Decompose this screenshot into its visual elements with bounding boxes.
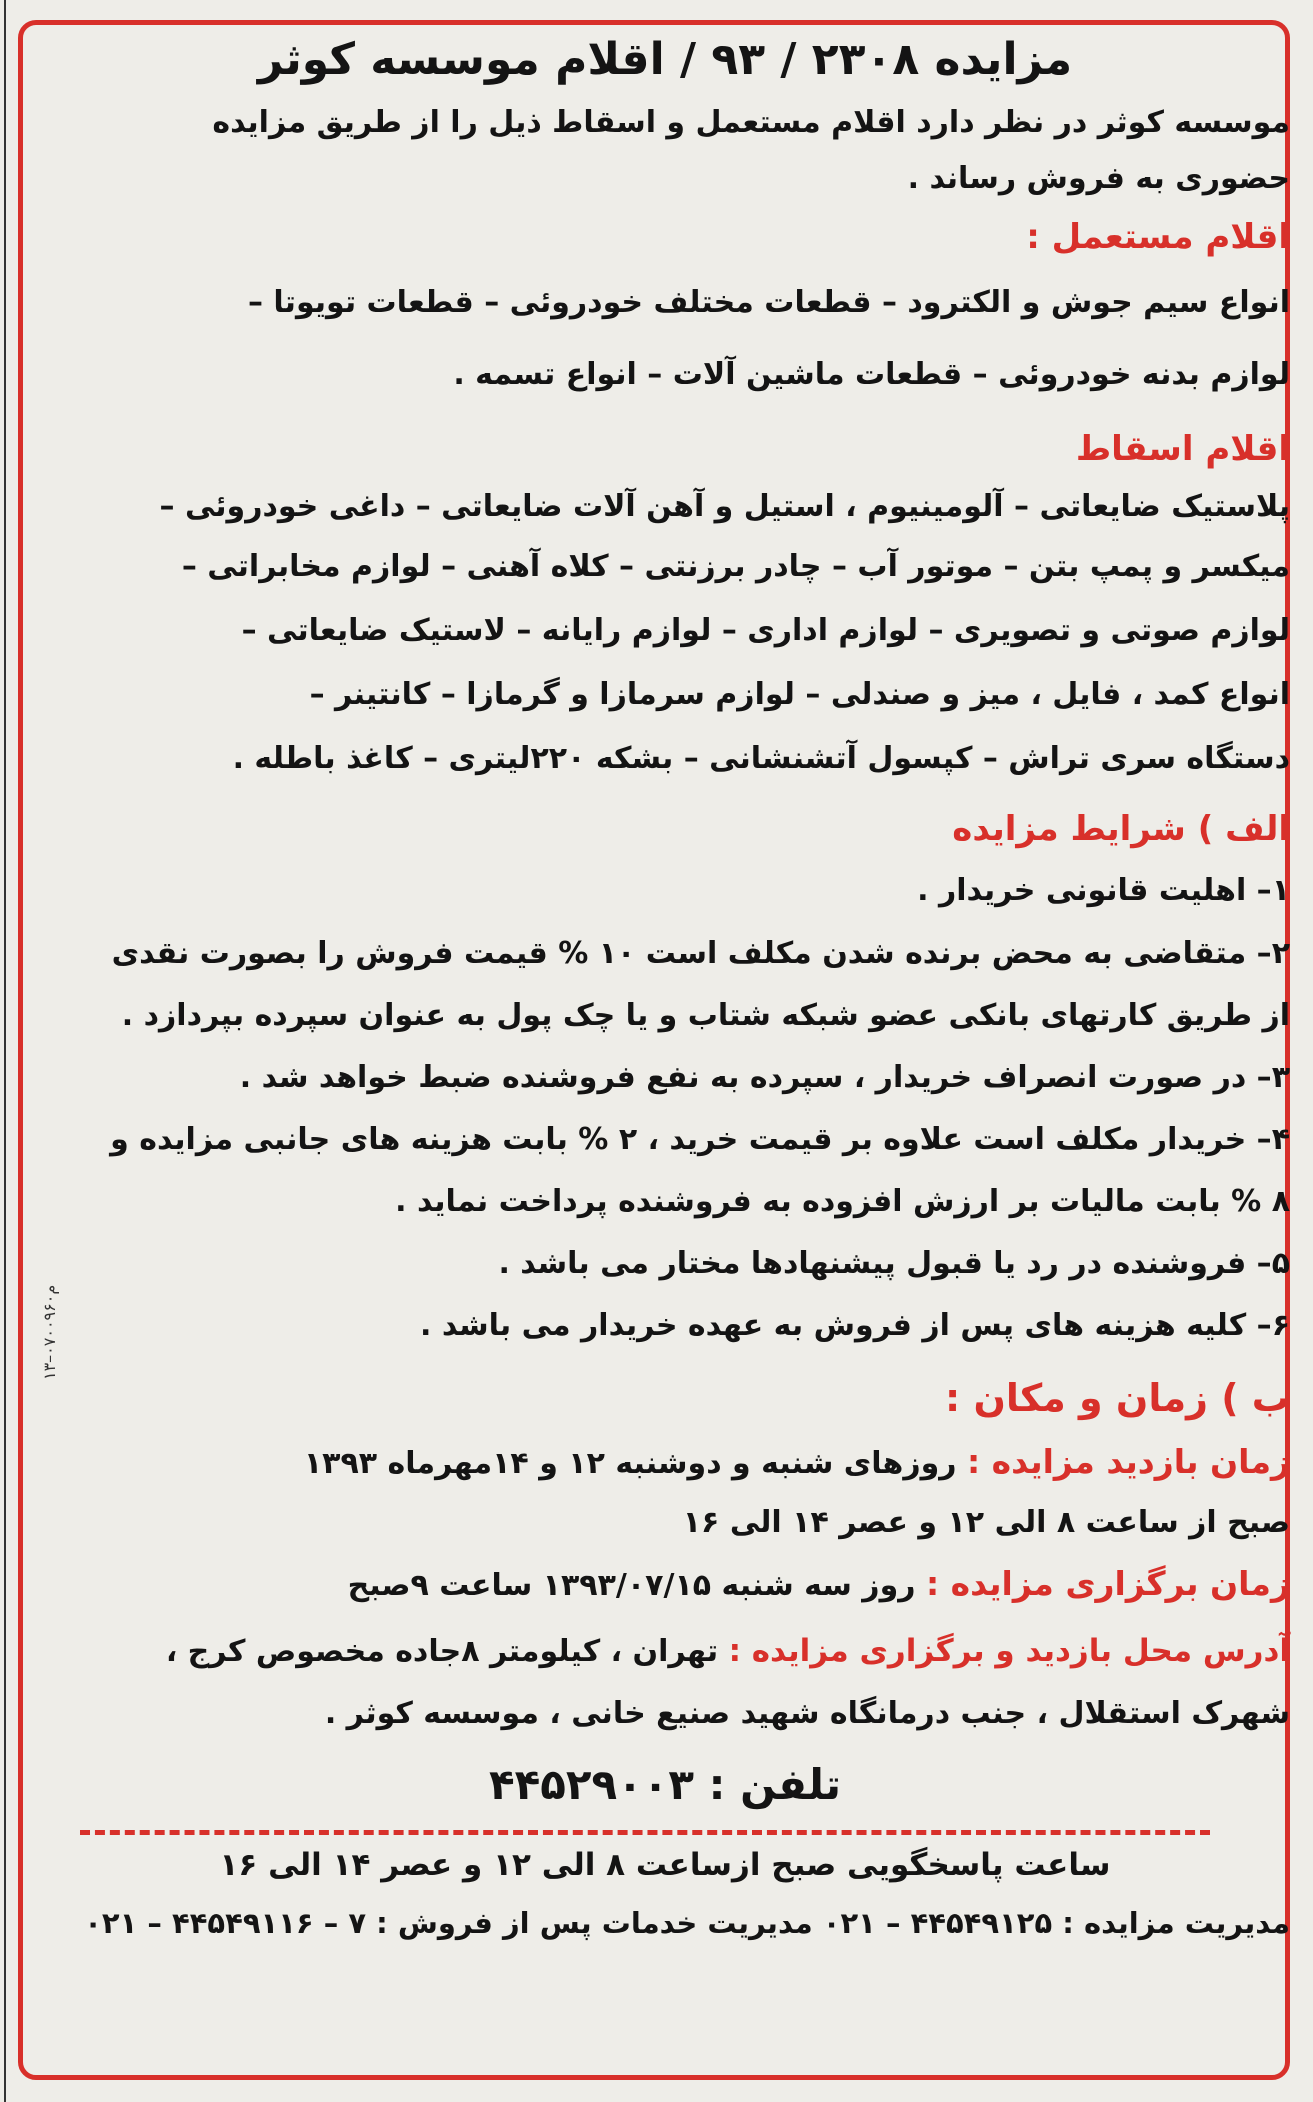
condition-line: ۸ % بابت مالیات بر ارزش افزوده به فروشنده پرداخت نماید .	[395, 1184, 1290, 1219]
holding-time-text: روز سه شنبه ۱۳۹۳/۰۷/۱۵ ساعت ۹صبح	[347, 1568, 916, 1603]
visit-time-label: زمان بازدید مزایده :	[966, 1442, 1290, 1481]
scrap-items-line: انواع کمد ، فایل ، میز و صندلی – لوازم سرمازا و گرمازا – کانتینر –	[309, 677, 1290, 712]
address-text: تهران ، کیلومتر ۸جاده مخصوص کرج ،	[165, 1634, 719, 1669]
intro-line: حضوری به فروش رساند .	[907, 161, 1290, 196]
scrap-items-line: میکسر و پمپ بتن – موتور آب – چادر برزنتی – کلاه آهنی – لوازم مخابراتی –	[181, 549, 1290, 584]
condition-line: ۲– متقاضی به محض برنده شدن مکلف است ۱۰ % قیمت فروش را بصورت نقدی	[111, 936, 1290, 971]
scrap-items-heading: اقلام اسقاط	[1075, 429, 1290, 469]
visit-time	[40, 1431, 1290, 1495]
response-hours: ساعت پاسخگویی صبح ازساعت ۸ الی ۱۲ و عصر ۱۴ الی ۱۶	[219, 1847, 1111, 1883]
time-place-heading: ب ) زمان و مکان :	[945, 1376, 1290, 1420]
address-line-2: شهرک استقلال ، جنب درمانگاه شهید صنیع خانی ، موسسه کوثر .	[324, 1696, 1290, 1731]
used-items-heading: اقلام مستعمل :	[1026, 217, 1290, 257]
holding-time	[40, 1551, 1290, 1619]
condition-line: ۱– اهلیت قانونی خریدار .	[917, 873, 1290, 908]
scrap-items-line: لوازم صوتی و تصویری – لوازم اداری – لوازم رایانه – لاستیک ضایعاتی –	[241, 613, 1290, 648]
ad-content	[40, 28, 1290, 1953]
conditions-heading: الف ) شرایط مزایده	[952, 809, 1290, 849]
dashed-divider	[80, 1830, 1210, 1835]
phone-number: تلفن : ۴۴۵۲۹۰۰۳	[488, 1760, 842, 1809]
column-rule	[4, 0, 6, 2102]
holding-time-label: زمان برگزاری مزایده :	[925, 1564, 1290, 1603]
condition-line: ۶– کلیه هزینه های پس از فروش به عهده خریدار می باشد .	[420, 1308, 1290, 1343]
scrap-items-line: دستگاه سری تراش – کپسول آتشنشانی – بشکه ۲۲۰لیتری – کاغذ باطله .	[232, 741, 1290, 776]
visit-hours: صبح از ساعت ۸ الی ۱۲ و عصر ۱۴ الی ۱۶	[682, 1505, 1290, 1540]
contact-footer: مدیریت مزایده : ۴۴۵۴۹۱۲۵ – ۰۲۱ مدیریت خدمات پس از فروش : ۷ – ۴۴۵۴۹۱۱۶ – ۰۲۱	[84, 1906, 1290, 1940]
address-label: آدرس محل بازدید و برگزاری مزایده :	[728, 1633, 1290, 1669]
condition-line: ۳– در صورت انصراف خریدار ، سپرده به نفع فروشنده ضبط خواهد شد .	[239, 1060, 1290, 1095]
ad-code: ۱۳–۰۷۰۰۹۶۰م	[40, 1284, 59, 1380]
intro-line: موسسه کوثر در نظر دارد اقلام مستعمل و اسقاط ذیل را از طریق مزایده	[212, 105, 1290, 140]
condition-line: از طریق کارتهای بانکی عضو شبکه شتاب و یا چک پول به عنوان سپرده بپردازد .	[121, 998, 1290, 1033]
used-items-line: انواع سیم جوش و الکترود – قطعات مختلف خودروئی – قطعات تویوتا –	[247, 285, 1290, 320]
address	[40, 1619, 1290, 1684]
used-items-line: لوازم بدنه خودروئی – قطعات ماشین آلات – انواع تسمه .	[453, 357, 1290, 392]
condition-line: ۵– فروشنده در رد یا قبول پیشنهادها مختار می باشد .	[498, 1246, 1290, 1281]
visit-time-text: روزهای شنبه و دوشنبه ۱۲ و ۱۴مهرماه ۱۳۹۳	[303, 1446, 957, 1481]
ad-title: مزایده ۲۳۰۸ / ۹۳ / اقلام موسسه کوثر	[257, 34, 1073, 85]
scrap-items-line: پلاستیک ضایعاتی – آلومینیوم ، استیل و آهن آلات ضایعاتی – داغی خودروئی –	[159, 489, 1290, 524]
condition-line: ۴– خریدار مکلف است علاوه بر قیمت خرید ، ۲ % بابت هزینه های جانبی مزایده و	[110, 1122, 1290, 1157]
